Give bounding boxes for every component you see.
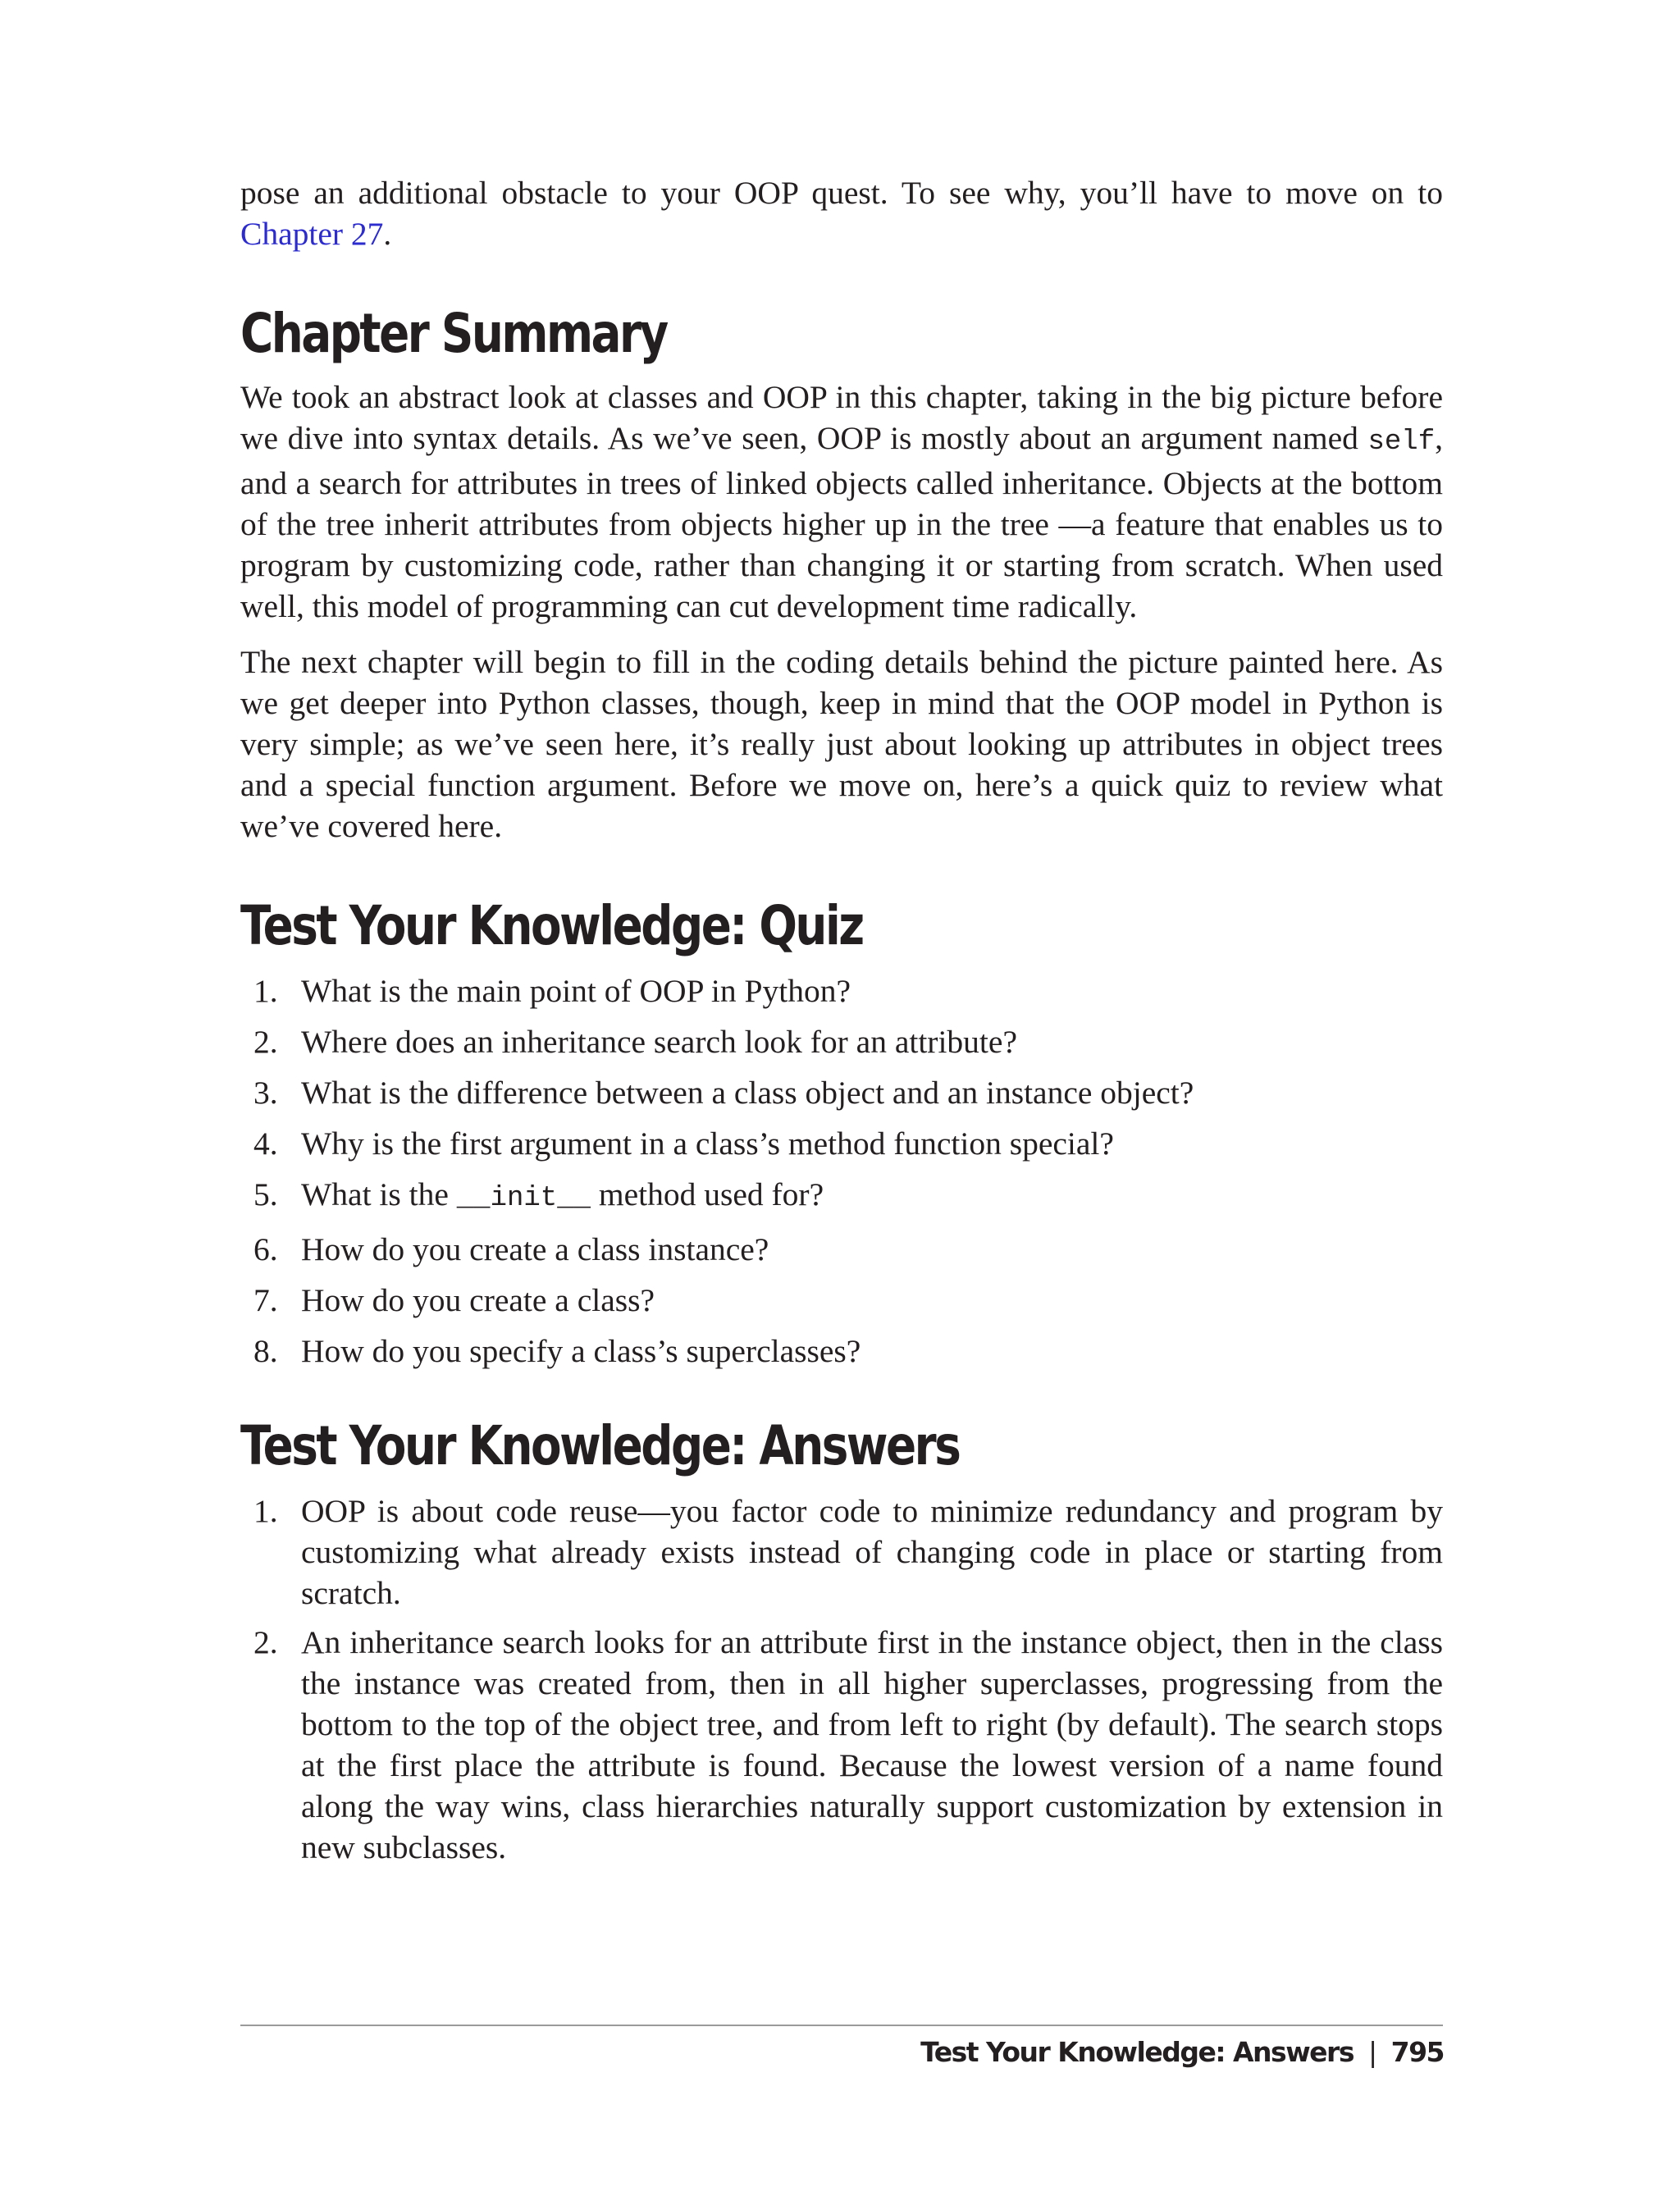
summary-p1-end: , and a search for attributes in trees of linked objects called inheritance. Objects at the bottom of the tree inherit attributes from objects higher up in the tree —a feature that enables us to program by customizing code, rather than changing it or starting from scratch. When used well, this model of programming can cut development time radically. xyxy=(240,420,1443,624)
intro-text: pose an additional obstacle to your OOP quest. To see why, you’ll have to move on to xyxy=(240,175,1443,211)
footer-separator: | xyxy=(1367,2036,1376,2068)
quiz-item xyxy=(240,1021,1443,1062)
quiz-heading: Test Your Knowledge: Quiz xyxy=(240,894,863,957)
quiz-item-number: 3. xyxy=(253,1075,278,1111)
intro-end: . xyxy=(383,216,392,252)
answer-item-number: 2. xyxy=(253,1624,278,1660)
quiz-item xyxy=(240,1229,1443,1270)
summary-p1-start: We took an abstract look at classes and OOP in this chapter, taking in the big picture before we dive into syntax details. As we’ve seen, OOP is mostly about an argument named xyxy=(240,379,1443,456)
quiz-item xyxy=(240,1123,1443,1164)
page-footer xyxy=(920,2036,1444,2068)
quiz-list xyxy=(240,970,1443,1372)
chapter-27-link[interactable]: Chapter 27 xyxy=(240,216,384,252)
quiz-item-text: What is the difference between a class object and an instance object? xyxy=(301,1075,1194,1111)
summary-paragraph-1 xyxy=(240,377,1443,627)
quiz-item xyxy=(240,1331,1443,1372)
answer-item xyxy=(240,1622,1443,1868)
answers-list xyxy=(240,1491,1443,1868)
quiz-item-text-end: method used for? xyxy=(591,1176,824,1212)
quiz-item-number: 6. xyxy=(253,1231,278,1267)
quiz-item-number: 4. xyxy=(253,1125,278,1162)
quiz-item-text-start: What is the xyxy=(301,1176,457,1212)
answer-item xyxy=(240,1491,1443,1614)
quiz-item-number: 5. xyxy=(253,1176,278,1212)
quiz-item-text: How do you specify a class’s superclasses? xyxy=(301,1333,861,1369)
answer-item-text: An inheritance search looks for an attribute first in the instance object, then in the class the instance was created from, then in all higher superclasses, progressing from the bottom to the top of the object tree, and from left to right (by default). The search stops at the first place the attribute is found. Because the lowest version of a name found along the way wins, class hierarchies naturally support customization by extension in new subclasses. xyxy=(301,1624,1443,1865)
quiz-item-number: 1. xyxy=(253,973,278,1009)
quiz-item-text: Where does an inheritance search look for an attribute? xyxy=(301,1024,1017,1060)
quiz-item xyxy=(240,970,1443,1011)
answer-item-text: OOP is about code reuse—you factor code to minimize redundancy and program by customizing what already exists instead of changing code in place or starting from scratch. xyxy=(301,1493,1443,1611)
chapter-summary-heading: Chapter Summary xyxy=(240,302,667,365)
quiz-item-text: What is the main point of OOP in Python? xyxy=(301,973,851,1009)
page-number: 795 xyxy=(1390,2036,1444,2068)
init-code: __init__ xyxy=(456,1183,591,1214)
quiz-item xyxy=(240,1072,1443,1113)
summary-paragraph-2: The next chapter will begin to fill in the coding details behind the picture painted here. As we get deeper into Python classes, though, keep in mind that the OOP model in Python is very simple; as we’ve seen here, it’s really just about looking up attributes in object trees and a special function argument. Before we move on, here’s a quick quiz to review what we’ve covered here. xyxy=(240,644,1443,844)
quiz-item-text: How do you create a class? xyxy=(301,1282,655,1318)
quiz-item xyxy=(240,1174,1443,1219)
page-content xyxy=(240,172,1443,1876)
quiz-item-number: 7. xyxy=(253,1282,278,1318)
footer-section-title: Test Your Knowledge: Answers xyxy=(920,2036,1354,2068)
quiz-item-number: 8. xyxy=(253,1333,278,1369)
quiz-item xyxy=(240,1280,1443,1321)
intro-paragraph xyxy=(240,172,1443,254)
answers-heading: Test Your Knowledge: Answers xyxy=(240,1414,960,1477)
footer-rule xyxy=(240,2025,1443,2026)
answer-item-number: 1. xyxy=(253,1493,278,1529)
self-code: self xyxy=(1367,427,1436,458)
quiz-item-text: How do you create a class instance? xyxy=(301,1231,769,1267)
quiz-item-number: 2. xyxy=(253,1024,278,1060)
quiz-item-text: Why is the first argument in a class’s method function special? xyxy=(301,1125,1114,1162)
